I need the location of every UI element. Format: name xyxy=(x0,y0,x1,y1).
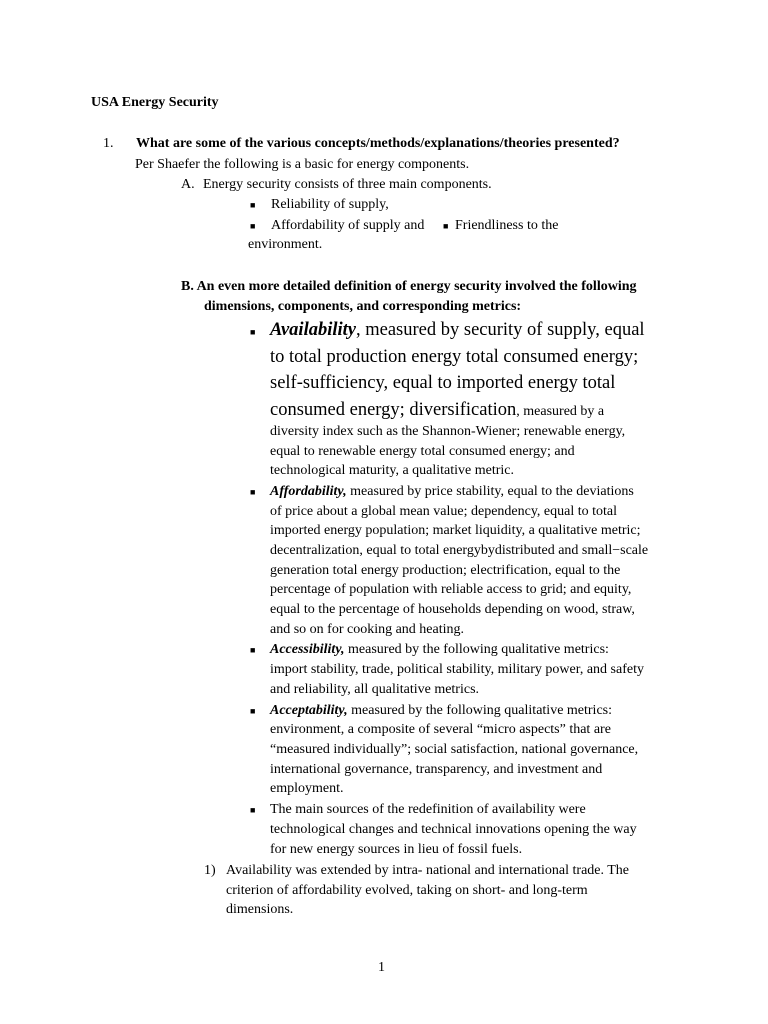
availability-line-3: self-sufficiency, equal to imported energy total xyxy=(270,373,616,393)
acceptability-line-1: Acceptability, measured by the following qualitative metrics: xyxy=(270,703,612,718)
availability-line-6: equal to renewable energy total consumed energy; and xyxy=(270,444,575,459)
affordability-line-7: equal to the percentage of households depending on wood, straw, xyxy=(270,602,635,617)
section-b-heading-cont: dimensions, components, and corresponding metrics: xyxy=(204,299,522,314)
section-b-heading: B. An even more detailed definition of energy security involved the following xyxy=(181,279,637,294)
accessibility-line-2: import stability, trade, political stability, military power, and safety xyxy=(270,662,644,677)
affordability-line-2: of price about a global mean value; dependency, equal to total xyxy=(270,504,618,519)
bullet-affordability: Affordability of supply and xyxy=(271,218,425,233)
main-sources-line-2: technological changes and technical innovations opening the way xyxy=(270,822,637,837)
affordability-line-1: Affordability, measured by price stability, equal to the deviations xyxy=(270,484,634,499)
affordability-line-6: percentage of population with reliable access to grid; and equity, xyxy=(270,582,632,597)
affordability-term: Affordability, xyxy=(270,484,347,499)
main-sources-line-3: for new energy sources in lieu of fossil fuels. xyxy=(270,842,523,857)
page-number: 1 xyxy=(378,960,385,975)
numbered-item-line-3: dimensions. xyxy=(226,902,294,917)
affordability-line-3: imported energy population; market liquidity, a qualitative metric; xyxy=(270,523,641,538)
affordability-line-8: and so on for cooking and heating. xyxy=(270,622,465,637)
bullet-square-icon: ■ xyxy=(250,487,256,497)
bullet-square-icon: ■ xyxy=(250,706,256,716)
section-a-label: A. xyxy=(181,177,195,192)
acceptability-line-2: environment, a composite of several “micro aspects” that are xyxy=(270,722,611,737)
question-number: 1. xyxy=(103,136,114,151)
numbered-item-line-2: criterion of affordability evolved, taking on short- and long-term xyxy=(226,883,588,898)
accessibility-term: Accessibility, xyxy=(270,642,345,657)
bullet-square-icon: ■ xyxy=(250,645,256,655)
availability-line-7: technological maturity, a qualitative metric. xyxy=(270,463,515,478)
bullet-square-icon: ■ xyxy=(250,200,256,210)
bullet-friendliness-cont: environment. xyxy=(248,237,323,252)
availability-line-1: Availability, measured by security of supply, equal xyxy=(270,320,645,340)
affordability-line-4: decentralization, equal to total energybydistributed and small−scale xyxy=(270,543,649,558)
accessibility-line-1: Accessibility, measured by the following qualitative metrics: xyxy=(270,642,609,657)
accessibility-line-3: and reliability, all qualitative metrics. xyxy=(270,682,480,697)
availability-line-2: to total production energy total consumed energy; xyxy=(270,347,639,367)
acceptability-line-5: employment. xyxy=(270,781,344,796)
acceptability-line-4: international governance, transparency, and investment and xyxy=(270,762,603,777)
document-title: USA Energy Security xyxy=(91,95,219,110)
availability-term: Availability xyxy=(270,320,356,340)
bullet-square-icon: ■ xyxy=(250,327,256,337)
main-sources-line-1: The main sources of the redefinition of availability were xyxy=(270,802,586,817)
availability-line-4: consumed energy; diversification, measured by a xyxy=(270,400,605,420)
bullet-reliability: Reliability of supply, xyxy=(271,197,389,212)
question-text: What are some of the various concepts/methods/explanations/theories presented? xyxy=(136,136,620,151)
acceptability-line-3: “measured individually”; social satisfaction, national governance, xyxy=(270,742,639,757)
affordability-line-5: generation total energy production; electrification, equal to the xyxy=(270,563,621,578)
bullet-square-icon: ■ xyxy=(443,221,449,231)
numbered-item-line-1: Availability was extended by intra- national and international trade. The xyxy=(226,863,630,878)
availability-line-5: diversity index such as the Shannon-Wiener; renewable energy, xyxy=(270,424,626,439)
section-a-text: Energy security consists of three main components. xyxy=(203,177,492,192)
acceptability-term: Acceptability, xyxy=(270,703,348,718)
bullet-square-icon: ■ xyxy=(250,805,256,815)
intro-paragraph: Per Shaefer the following is a basic for energy components. xyxy=(135,157,470,172)
bullet-friendliness: Friendliness to the xyxy=(455,218,559,233)
bullet-square-icon: ■ xyxy=(250,221,256,231)
numbered-item-label: 1) xyxy=(204,863,216,878)
